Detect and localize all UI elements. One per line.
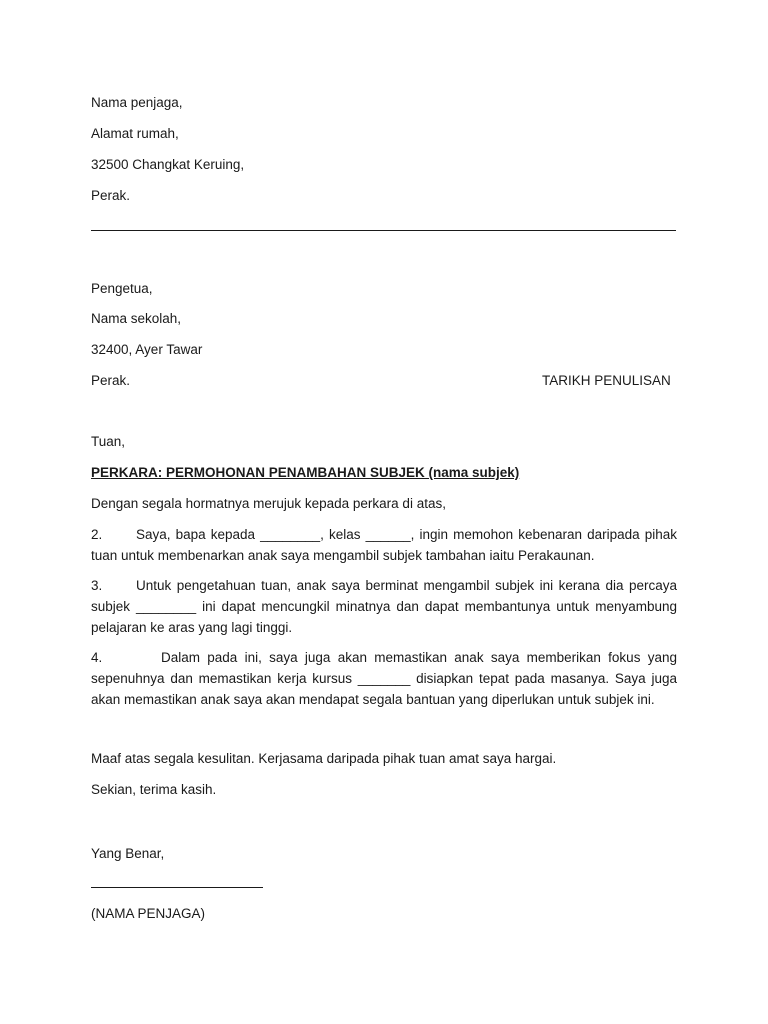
salutation: Tuan,	[91, 434, 126, 449]
paragraph-2	[91, 524, 677, 566]
signature-name: (NAMA PENJAGA)	[91, 906, 206, 921]
paragraph-3	[91, 575, 677, 638]
paragraph-number: 2.	[91, 527, 103, 542]
closing-apology: Maaf atas segala kesulitan. Kerjasama daripada pihak tuan amat saya hargai.	[91, 751, 557, 766]
sender-postcode-city: 32500 Changkat Keruing,	[91, 157, 245, 172]
closing-thanks: Sekian, terima kasih.	[91, 782, 217, 797]
paragraph-4	[91, 647, 677, 710]
recipient-postcode-city: 32400, Ayer Tawar	[91, 342, 203, 357]
recipient-school: Nama sekolah,	[91, 311, 182, 326]
paragraph-text: Saya, bapa kepada ________, kelas ______, ingin memohon kebenaran daripada pihak tuan untuk membenarkan anak saya mengambil subjek tambahan iaitu Perakaunan.	[91, 527, 677, 563]
recipient-title: Pengetua,	[91, 281, 153, 296]
signature-line	[91, 887, 263, 888]
date-label: TARIKH PENULISAN	[542, 373, 671, 388]
paragraph-number: 4.	[91, 650, 103, 665]
sign-off: Yang Benar,	[91, 846, 165, 861]
opening-line: Dengan segala hormatnya merujuk kepada perkara di atas,	[91, 496, 446, 511]
paragraph-text: Untuk pengetahuan tuan, anak saya berminat mengambil subjek ini kerana dia percaya subjek ________ ini dapat mencungkil minatnya dan dapat membantunya untuk menyambung pelajaran ke aras yang lagi tinggi.	[91, 578, 677, 635]
sender-address: Alamat rumah,	[91, 126, 179, 141]
recipient-state: Perak.	[91, 373, 131, 388]
sender-name: Nama penjaga,	[91, 95, 183, 110]
subject-heading: PERKARA: PERMOHONAN PENAMBAHAN SUBJEK (nama subjek)	[91, 465, 520, 480]
header-divider	[91, 230, 676, 231]
paragraph-number: 3.	[91, 578, 103, 593]
sender-state: Perak.	[91, 188, 131, 203]
paragraph-text: Dalam pada ini, saya juga akan memastikan anak saya memberikan fokus yang sepenuhnya dan memastikan kerja kursus _______ disiapkan tepat pada masanya. Saya juga akan memastikan anak saya akan mendapat segala bantuan yang diperlukan untuk subjek ini.	[91, 650, 677, 707]
